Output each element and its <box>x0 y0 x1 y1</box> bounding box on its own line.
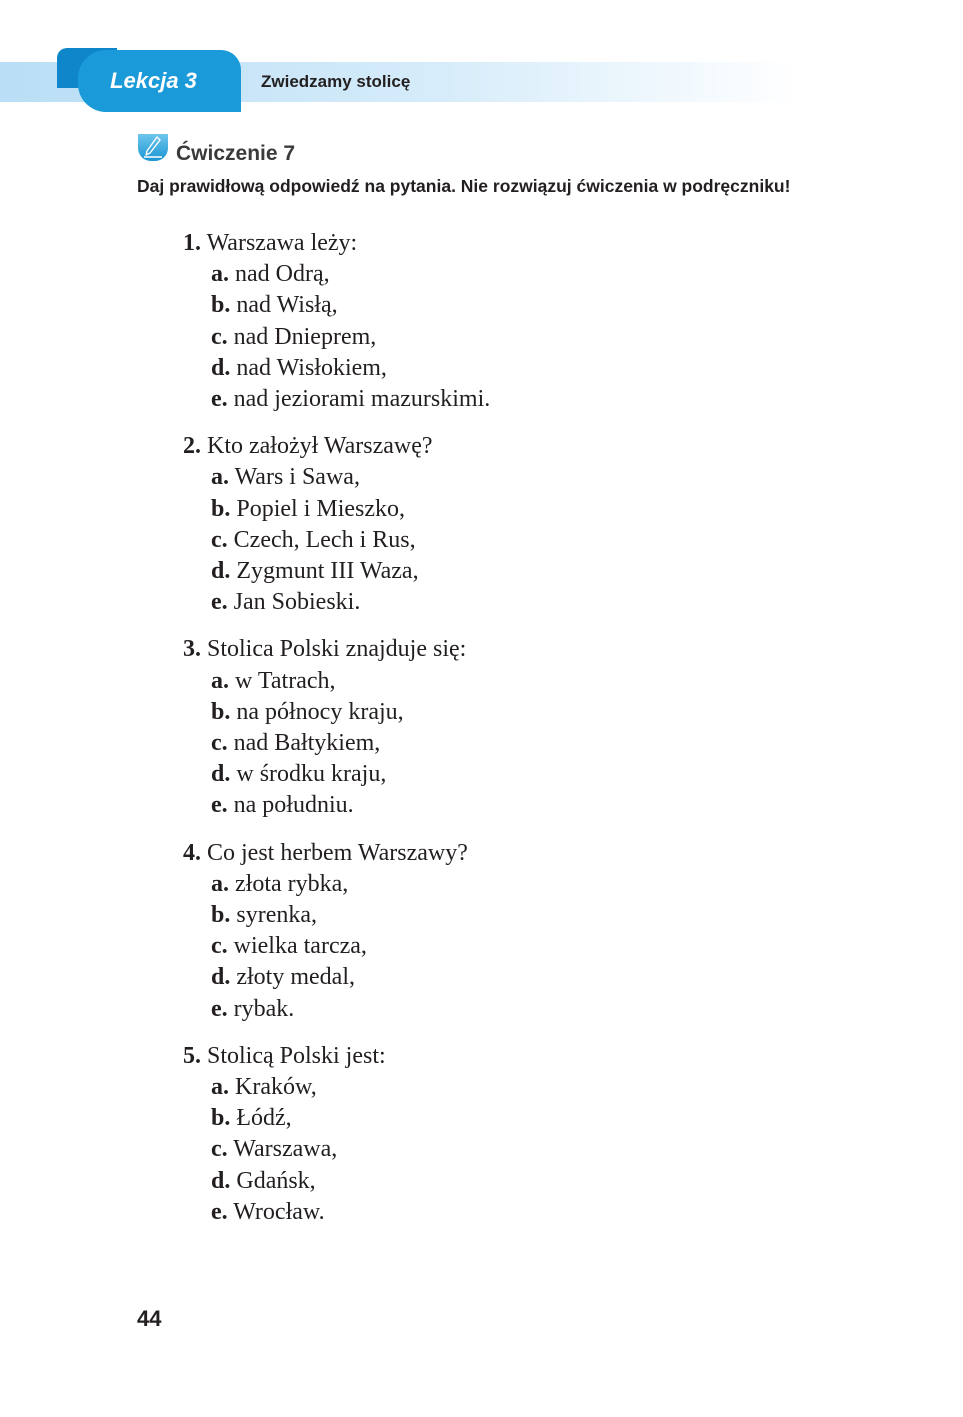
lesson-title: Zwiedzamy stolicę <box>261 72 411 91</box>
exercise-title: Ćwiczenie 7 <box>176 142 296 165</box>
question-number: 4. <box>183 839 201 866</box>
answer-option <box>211 759 883 790</box>
option-letter: a. <box>211 1074 229 1101</box>
option-text: Łódź, <box>236 1105 292 1132</box>
answer-option <box>211 962 883 993</box>
question-4 <box>183 838 883 1025</box>
question-number: 1. <box>183 230 201 256</box>
answer-option <box>211 1103 883 1134</box>
exercise-instructions: Daj prawidłową odpowiedź na pytania. Nie rozwiązuj ćwiczenia w podręczniku! <box>137 176 791 196</box>
option-text: Wars i Sawa, <box>234 464 360 491</box>
lesson-label: Lekcja 3 <box>110 68 197 93</box>
option-text: nad jeziorami mazurskimi. <box>233 386 491 413</box>
option-letter: b. <box>211 698 231 725</box>
option-letter: d. <box>211 354 231 381</box>
answer-option <box>211 790 883 821</box>
answer-option <box>211 697 883 728</box>
question-label: Stolica Polski znajduje się: <box>207 636 467 663</box>
question-1 <box>183 228 883 415</box>
question-text <box>183 228 883 259</box>
answer-option <box>211 900 883 931</box>
option-letter: d. <box>211 1167 231 1194</box>
option-letter: b. <box>211 1105 231 1132</box>
answer-option <box>211 384 883 415</box>
option-text: rybak. <box>233 995 295 1022</box>
answer-option <box>211 1134 883 1165</box>
option-letter: c. <box>211 526 228 553</box>
question-text <box>183 431 883 462</box>
option-text: nad Dnieprem, <box>233 323 377 350</box>
option-text: Kraków, <box>235 1074 317 1101</box>
option-letter: a. <box>211 667 229 694</box>
answer-option <box>211 994 883 1025</box>
option-text: w środku kraju, <box>236 761 387 788</box>
answer-option <box>211 728 883 759</box>
option-text: Warszawa, <box>233 1136 338 1163</box>
answer-option <box>211 525 883 556</box>
answer-option <box>211 556 883 587</box>
question-text <box>183 634 883 665</box>
option-text: Zygmunt III Waza, <box>236 558 419 585</box>
option-text: Czech, Lech i Rus, <box>233 526 416 553</box>
question-label: Stolicą Polski jest: <box>207 1042 386 1069</box>
question-number: 2. <box>183 433 201 460</box>
option-text: nad Bałtykiem, <box>233 730 381 757</box>
question-list <box>183 228 883 1228</box>
option-letter: a. <box>211 870 229 897</box>
answer-option <box>211 494 883 525</box>
option-letter: a. <box>211 261 229 288</box>
pencil-icon <box>136 132 170 162</box>
option-letter: b. <box>211 495 231 522</box>
question-label: Co jest herbem Warszawy? <box>207 839 468 866</box>
option-letter: c. <box>211 323 228 350</box>
option-text: na południu. <box>233 792 354 819</box>
option-text: nad Wisłokiem, <box>236 354 387 381</box>
answer-option <box>211 869 883 900</box>
option-text: Popiel i Mieszko, <box>236 495 406 522</box>
answer-option <box>211 259 883 290</box>
option-text: w Tatrach, <box>235 667 336 694</box>
answer-option <box>211 353 883 384</box>
option-text: nad Wisłą, <box>236 292 338 319</box>
option-letter: e. <box>211 1198 228 1225</box>
question-2 <box>183 431 883 618</box>
answer-option <box>211 931 883 962</box>
option-letter: c. <box>211 1136 228 1163</box>
option-letter: d. <box>211 558 231 585</box>
option-text: Jan Sobieski. <box>233 589 361 616</box>
option-letter: c. <box>211 933 228 960</box>
option-letter: d. <box>211 761 231 788</box>
answer-option <box>211 290 883 321</box>
option-text: wielka tarcza, <box>233 933 367 960</box>
answer-option <box>211 462 883 493</box>
option-text: nad Odrą, <box>235 261 330 288</box>
answer-option <box>211 1072 883 1103</box>
answer-option <box>211 1166 883 1197</box>
option-letter: c. <box>211 730 228 757</box>
question-number: 3. <box>183 636 201 663</box>
option-letter: e. <box>211 589 228 616</box>
option-letter: e. <box>211 792 228 819</box>
option-letter: e. <box>211 386 228 413</box>
option-text: złoty medal, <box>236 964 355 991</box>
answer-option <box>211 587 883 618</box>
answer-option <box>211 1197 883 1228</box>
question-label: Warszawa leży: <box>206 230 358 256</box>
option-letter: b. <box>211 902 231 929</box>
option-letter: e. <box>211 995 228 1022</box>
question-3 <box>183 634 883 821</box>
option-text: na północy kraju, <box>236 698 404 725</box>
answer-option <box>211 666 883 697</box>
option-text: Wrocław. <box>233 1198 325 1225</box>
option-text: syrenka, <box>236 902 317 929</box>
lesson-tab <box>78 50 241 112</box>
option-letter: b. <box>211 292 231 319</box>
question-label: Kto założył Warszawę? <box>207 433 433 460</box>
option-text: Gdańsk, <box>236 1167 316 1194</box>
question-text <box>183 838 883 869</box>
page-number: 44 <box>137 1306 162 1331</box>
question-number: 5. <box>183 1042 201 1069</box>
option-letter: a. <box>211 464 229 491</box>
answer-option <box>211 322 883 353</box>
question-text <box>183 1041 883 1072</box>
option-letter: d. <box>211 964 231 991</box>
option-text: złota rybka, <box>235 870 349 897</box>
question-5 <box>183 1041 883 1228</box>
